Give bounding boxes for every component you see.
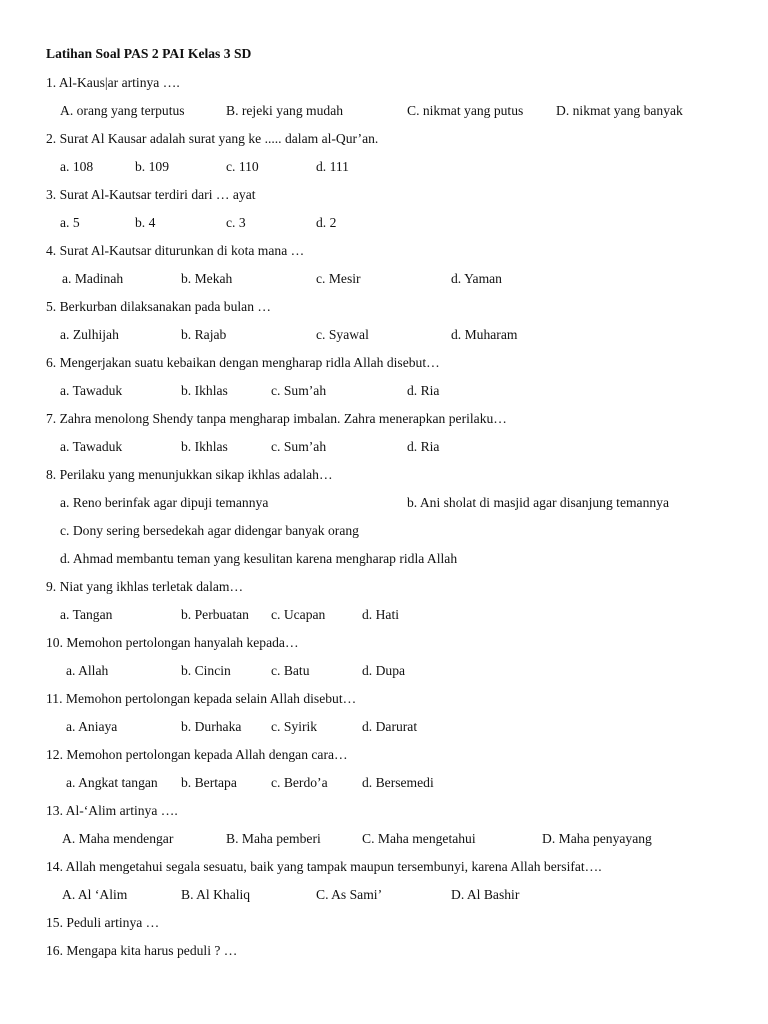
q9-option-a: a. Tangan: [60, 607, 113, 622]
q10-option-b: b. Cincin: [181, 663, 231, 678]
question-6: 6. Mengerjakan suatu kebaikan dengan mengharap ridla Allah disebut…: [46, 355, 440, 370]
q13-option-b: B. Maha pemberi: [226, 831, 321, 846]
q14-option-c: C. As Sami’: [316, 887, 383, 902]
q10-option-d: d. Dupa: [362, 663, 406, 678]
question-2: 2. Surat Al Kausar adalah surat yang ke ..... dalam al-Qur’an.: [46, 131, 379, 146]
q5-option-a: a. Zulhijah: [60, 327, 119, 342]
q9-option-d: d. Hati: [362, 607, 399, 622]
q1-option-a: A. orang yang terputus: [60, 103, 185, 118]
q5-option-b: b. Rajab: [181, 327, 227, 342]
q11-option-c: c. Syirik: [271, 719, 318, 734]
question-1: 1. Al-Kaus|ar artinya ….: [46, 75, 180, 90]
q7-option-d: d. Ria: [407, 439, 440, 454]
q4-option-b: b. Mekah: [181, 271, 233, 286]
q8-option-d: d. Ahmad membantu teman yang kesulitan karena mengharap ridla Allah: [60, 551, 458, 566]
question-9: 9. Niat yang ikhlas terletak dalam…: [46, 579, 244, 594]
q8-option-b: b. Ani sholat di masjid agar disanjung temannya: [407, 495, 670, 510]
q2-option-a: a. 108: [60, 159, 94, 174]
q7-option-c: c. Sum’ah: [271, 439, 327, 454]
q1-option-c: C. nikmat yang putus: [407, 103, 524, 118]
q10-option-a: a. Allah: [66, 663, 109, 678]
q13-option-d: D. Maha penyayang: [542, 831, 652, 846]
page-title: Latihan Soal PAS 2 PAI Kelas 3 SD: [46, 46, 252, 61]
q5-option-c: c. Syawal: [316, 327, 369, 342]
question-16: 16. Mengapa kita harus peduli ? …: [46, 943, 238, 958]
q4-option-c: c. Mesir: [316, 271, 361, 286]
q8-option-c: c. Dony sering bersedekah agar didengar banyak orang: [60, 523, 359, 538]
question-11: 11. Memohon pertolongan kepada selain Allah disebut…: [46, 691, 357, 706]
q6-option-a: a. Tawaduk: [60, 383, 123, 398]
q5-option-d: d. Muharam: [451, 327, 518, 342]
q4-option-d: d. Yaman: [451, 271, 502, 286]
q14-option-b: B. Al Khaliq: [181, 887, 251, 902]
q6-option-d: d. Ria: [407, 383, 440, 398]
q1-option-b: B. rejeki yang mudah: [226, 103, 344, 118]
q2-option-c: c. 110: [226, 159, 259, 174]
question-15: 15. Peduli artinya …: [46, 915, 160, 930]
q6-option-b: b. Ikhlas: [181, 383, 228, 398]
q8-option-a: a. Reno berinfak agar dipuji temannya: [60, 495, 269, 510]
q12-option-d: d. Bersemedi: [362, 775, 434, 790]
q4-option-a: a. Madinah: [62, 271, 124, 286]
q10-option-c: c. Batu: [271, 663, 310, 678]
q13-option-c: C. Maha mengetahui: [362, 831, 476, 846]
q3-option-c: c. 3: [226, 215, 246, 230]
question-8: 8. Perilaku yang menunjukkan sikap ikhlas adalah…: [46, 467, 333, 482]
q1-option-d: D. nikmat yang banyak: [556, 103, 683, 118]
question-13: 13. Al-‘Alim artinya ….: [46, 803, 178, 818]
q3-option-b: b. 4: [135, 215, 156, 230]
q11-option-a: a. Aniaya: [66, 719, 118, 734]
q6-option-c: c. Sum’ah: [271, 383, 327, 398]
q3-option-a: a. 5: [60, 215, 80, 230]
question-12: 12. Memohon pertolongan kepada Allah dengan cara…: [46, 747, 348, 762]
q2-option-b: b. 109: [135, 159, 169, 174]
q14-option-a: A. Al ‘Alim: [62, 887, 128, 902]
question-5: 5. Berkurban dilaksanakan pada bulan …: [46, 299, 271, 314]
q11-option-b: b. Durhaka: [181, 719, 242, 734]
q7-option-b: b. Ikhlas: [181, 439, 228, 454]
q14-option-d: D. Al Bashir: [451, 887, 520, 902]
q9-option-c: c. Ucapan: [271, 607, 326, 622]
question-7: 7. Zahra menolong Shendy tanpa mengharap imbalan. Zahra menerapkan perilaku…: [46, 411, 507, 426]
q12-option-b: b. Bertapa: [181, 775, 237, 790]
question-10: 10. Memohon pertolongan hanyalah kepada…: [46, 635, 299, 650]
question-14: 14. Allah mengetahui segala sesuatu, baik yang tampak maupun tersembunyi, karena Allah bersifat….: [46, 859, 602, 874]
q7-option-a: a. Tawaduk: [60, 439, 123, 454]
q2-option-d: d. 111: [316, 159, 349, 174]
question-4: 4. Surat Al-Kautsar diturunkan di kota mana …: [46, 243, 305, 258]
q12-option-a: a. Angkat tangan: [66, 775, 158, 790]
q11-option-d: d. Darurat: [362, 719, 418, 734]
q3-option-d: d. 2: [316, 215, 337, 230]
question-3: 3. Surat Al-Kautsar terdiri dari … ayat: [46, 187, 256, 202]
q9-option-b: b. Perbuatan: [181, 607, 249, 622]
q13-option-a: A. Maha mendengar: [62, 831, 174, 846]
q12-option-c: c. Berdo’a: [271, 775, 328, 790]
